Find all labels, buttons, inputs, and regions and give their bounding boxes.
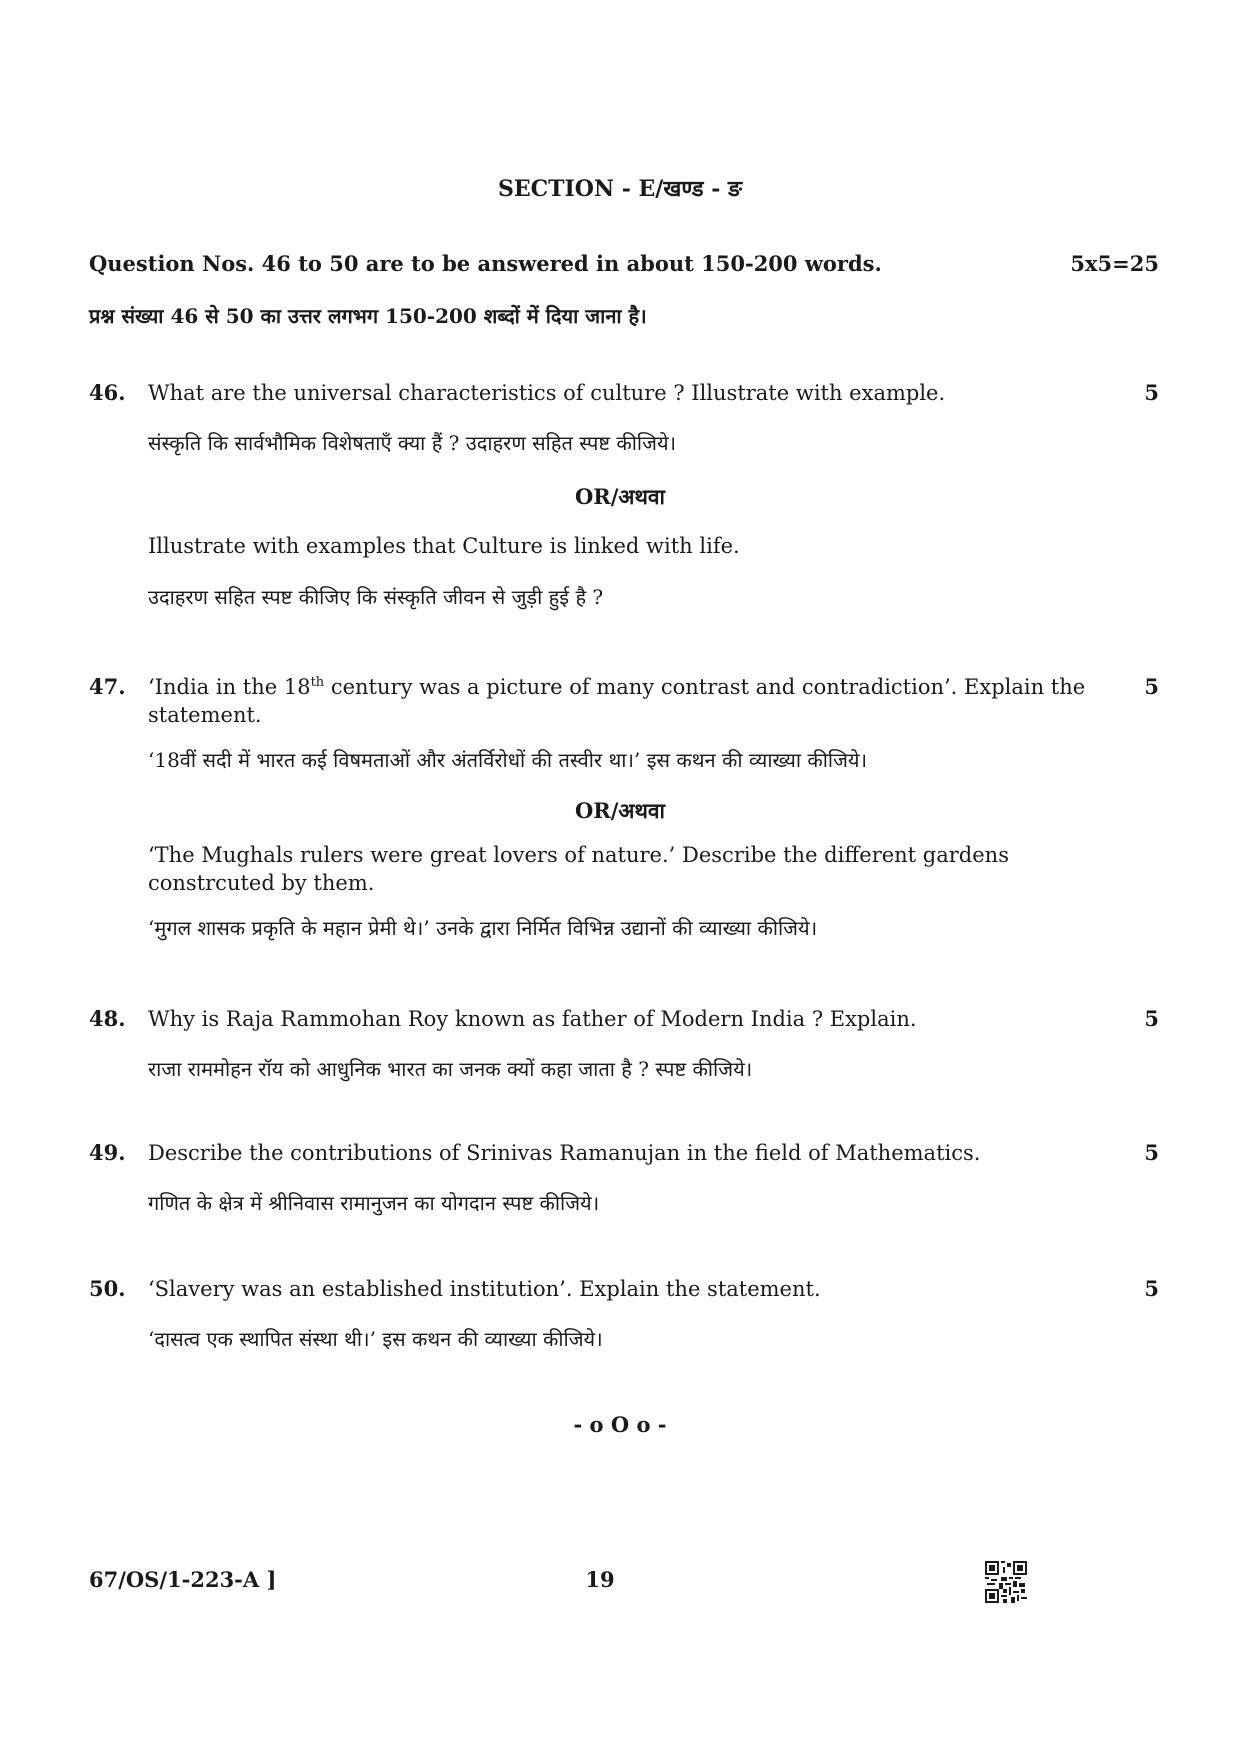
question-text-english: Describe the contributions of Srinivas Ramanujan in the field of Mathematics. (148, 1141, 981, 1165)
question-marks: 5 (1144, 380, 1159, 405)
alternative-text-hindi: उदाहरण सहित स्पष्ट कीजिए कि संस्कृति जीवन से जुड़ी हुई है ? (148, 585, 604, 609)
question-text-english: ‘Slavery was an established institution’. Explain the statement. (148, 1277, 821, 1301)
question-marks: 5 (1144, 674, 1159, 699)
paper-code: 67/OS/1-223-A ] (89, 1567, 277, 1592)
or-label: OR/अथवा (575, 484, 665, 509)
question-number: 50. (89, 1276, 126, 1301)
instructions-hindi: प्रश्न संख्या 46 से 50 का उत्तर लगभग 150-200 शब्दों में दिया जाना है। (89, 304, 647, 328)
instructions-marks: 5x5=25 (1070, 251, 1159, 276)
question-number: 47. (89, 674, 126, 699)
qr-code-icon (985, 1561, 1027, 1603)
or-label: OR/अथवा (575, 798, 665, 823)
question-text-hindi: राजा राममोहन रॉय को आधुनिक भारत का जनक क्यों कहा जाता है ? स्पष्ट कीजिये। (148, 1057, 753, 1081)
question-marks: 5 (1144, 1140, 1159, 1165)
question-number: 46. (89, 380, 126, 405)
instructions-english: Question Nos. 46 to 50 are to be answered in about 150-200 words. (89, 251, 882, 276)
alternative-text-english: Illustrate with examples that Culture is linked with life. (148, 534, 740, 558)
section-title: SECTION - E/खण्ड - ङ (497, 176, 743, 202)
page-number: 19 (585, 1567, 615, 1592)
end-mark: - o O o - (573, 1412, 667, 1437)
question-text-english: What are the universal characteristics of culture ? Illustrate with example. (148, 381, 946, 405)
question-marks: 5 (1144, 1006, 1159, 1031)
question-text-hindi: ‘18वीं सदी में भारत कई विषमताओं और अंतर्विरोधों की तस्वीर था।’ इस कथन की व्याख्या कीजिये। (148, 748, 868, 772)
question-text-english: ‘India in the 18th century was a picture of many contrast and contradiction’. Explain the statement. (148, 675, 1086, 727)
question-text-english: Why is Raja Rammohan Roy known as father of Modern India ? Explain. (148, 1007, 917, 1031)
alternative-text-hindi: ‘मुगल शासक प्रकृति के महान प्रेमी थे।’ उनके द्वारा निर्मित विभिन्न उद्यानों की व्याख्या कीजिये। (148, 916, 818, 940)
question-text-hindi: ‘दासत्व एक स्थापित संस्था थी।’ इस कथन की व्याख्या कीजिये। (148, 1327, 603, 1351)
question-number: 49. (89, 1140, 126, 1165)
alternative-text-english: ‘The Mughals rulers were great lovers of nature.’ Describe the different gardens constrcuted by them. (148, 843, 1009, 895)
question-marks: 5 (1144, 1276, 1159, 1301)
question-text-hindi: गणित के क्षेत्र में श्रीनिवास रामानुजन का योगदान स्पष्ट कीजिये। (148, 1191, 600, 1215)
question-number: 48. (89, 1006, 126, 1031)
question-text-hindi: संस्कृति कि सार्वभौमिक विशेषताएँ क्या हैं ? उदाहरण सहित स्पष्ट कीजिये। (148, 431, 677, 455)
